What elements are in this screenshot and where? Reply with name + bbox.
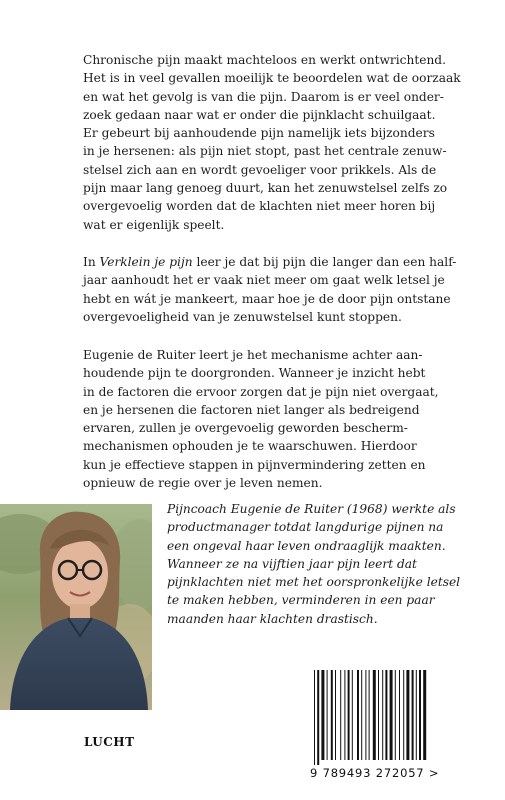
book-paragraph: [83, 253, 457, 326]
text-line: ervaren, zullen je overgevoelig geworden bescherm-: [83, 421, 408, 436]
line-prefix: In: [83, 255, 100, 269]
isbn-barcode: [310, 668, 432, 765]
text-line: Pijncoach Eugenie de Ruiter (1968) werkte als: [167, 502, 456, 516]
text-line: pijn maar lang genoeg duurt, kan het zenuwstelsel zelfs zo: [83, 181, 448, 196]
isbn-number: 9 789493 272057 >: [310, 766, 440, 780]
text-line: zoek gedaan naar wat er onder die pijnklacht schuilgaat.: [83, 107, 436, 122]
text-line: en wat het gevolg is van die pijn. Daarom is er veel onder-: [83, 89, 444, 104]
text-line: hebt en wát je mankeert, maar hoe je de door pijn ontstane: [83, 291, 451, 306]
text-line: overgevoeligheid van je zenuwstelsel kunt stoppen.: [83, 309, 402, 324]
text-line: productmanager totdat langdurige pijnen na: [167, 520, 444, 535]
text-line: Eugenie de Ruiter leert je het mechanisme achter aan-: [83, 348, 423, 362]
text-line: Wanneer ze na vijftien jaar pijn leert dat: [167, 556, 417, 571]
text-line: pijnklachten niet met het oorspronkelijke letsel: [167, 575, 461, 590]
text-line: Chronische pijn maakt machteloos en werkt ontwrichtend.: [83, 53, 446, 67]
intro-paragraph: [83, 51, 461, 234]
author-photo: [0, 504, 152, 710]
text-line: [83, 253, 457, 271]
text-line: Er gebeurt bij aanhoudende pijn namelijk iets bijzonders: [83, 126, 435, 141]
text-line: overgevoelig worden dat de klachten niet meer horen bij: [83, 199, 436, 214]
text-line: Het is in veel gevallen moeilijk te beoordelen wat de oorzaak: [83, 71, 461, 86]
text-line: kun je effectieve stappen in pijnvermindering zetten en: [83, 457, 426, 472]
text-line: stelsel zich aan en wordt gevoeliger voor prikkels. Als de: [83, 162, 437, 177]
line-suffix: leer je dat bij pijn die langer dan een half-: [192, 255, 457, 269]
book-title: Verklein je pijn: [99, 255, 193, 269]
text-line: maanden haar klachten drastisch.: [167, 611, 378, 626]
text-line: opnieuw de regie over je leven nemen.: [83, 476, 323, 491]
text-line: wat er eigenlijk speelt.: [83, 217, 225, 232]
text-line: in je hersenen: als pijn niet stopt, past het centrale zenuw-: [83, 144, 447, 159]
text-line: te maken hebben, verminderen in een paar: [167, 593, 435, 608]
text-line: een ongeval haar leven ondraaglijk maakten.: [167, 538, 446, 553]
method-paragraph: [83, 346, 439, 492]
author-bio: [167, 500, 467, 628]
publisher-logo: LUCHT: [84, 735, 135, 749]
text-line: houdende pijn te doorgronden. Wanneer je inzicht hebt: [83, 366, 426, 381]
text-line: mechanismen ophouden je te waarschuwen. Hierdoor: [83, 439, 417, 454]
text-line: en je hersenen die factoren niet langer als bedreigend: [83, 402, 420, 417]
text-line: in de factoren die ervoor zorgen dat je pijn niet overgaat,: [83, 384, 439, 399]
text-line: jaar aanhoudt het er vaak niet meer om gaat welk letsel je: [83, 273, 445, 288]
